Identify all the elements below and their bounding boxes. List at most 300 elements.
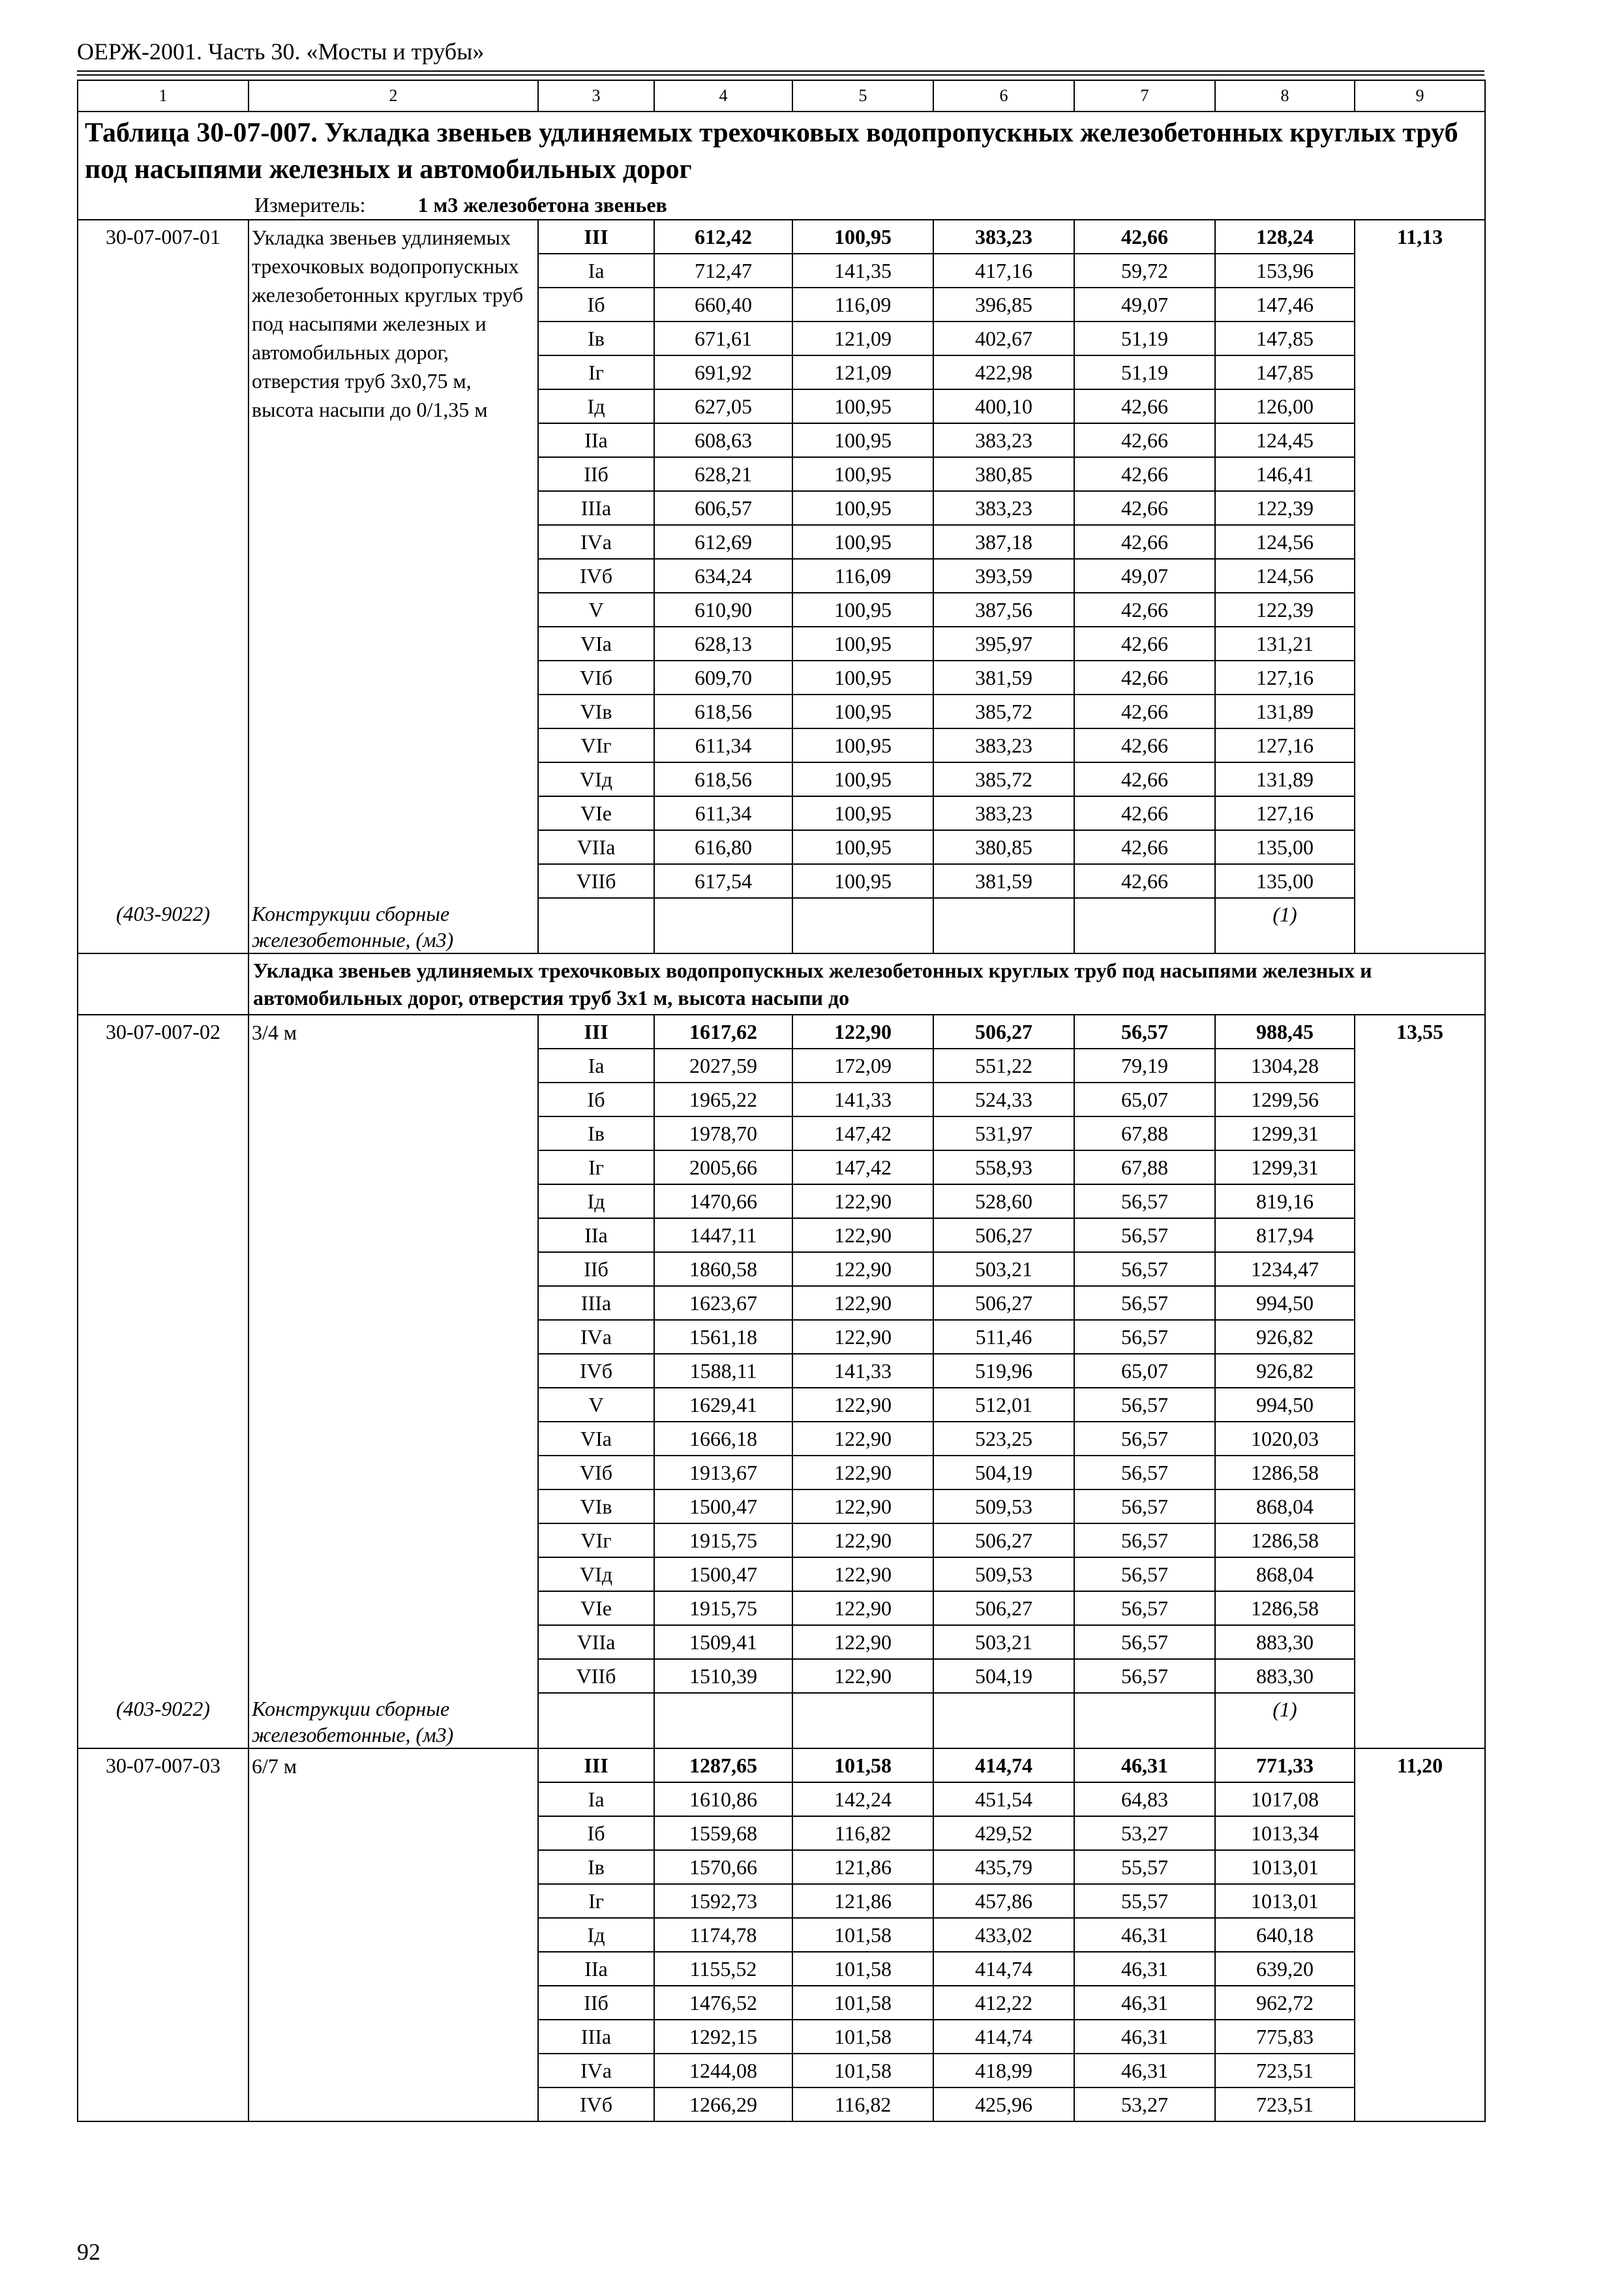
rate-value: 56,57: [1074, 1625, 1215, 1659]
rate-value: 1286,58: [1215, 1591, 1355, 1625]
rate-value: 1286,58: [1215, 1523, 1355, 1557]
rate-value: 100,95: [792, 661, 933, 695]
rate-value: 422,98: [933, 355, 1074, 389]
rate-value: 135,00: [1215, 830, 1355, 864]
rate-value: 42,66: [1074, 796, 1215, 830]
region-code: III: [538, 1748, 654, 1782]
rate-value: 56,57: [1074, 1422, 1215, 1456]
rate-value: 100,95: [792, 728, 933, 762]
rate-value: 116,09: [792, 288, 933, 322]
rate-value: 147,42: [792, 1150, 933, 1184]
rate-value: 100,95: [792, 695, 933, 728]
rate-value: 42,66: [1074, 695, 1215, 728]
rate-value: 100,95: [792, 389, 933, 423]
region-code: VIа: [538, 1422, 654, 1456]
rate-value: 56,57: [1074, 1489, 1215, 1523]
region-code: IVб: [538, 1354, 654, 1388]
rate-value: 42,66: [1074, 593, 1215, 627]
rate-value: 122,90: [792, 1422, 933, 1456]
rate-value: 868,04: [1215, 1489, 1355, 1523]
rate-value: 435,79: [933, 1850, 1074, 1884]
rate-value: 610,90: [654, 593, 792, 627]
rate-value: 1266,29: [654, 2087, 792, 2121]
measure-cell: [78, 190, 1485, 220]
region-code: Iв: [538, 322, 654, 355]
region-code: Iд: [538, 1184, 654, 1218]
rate-value: 618,56: [654, 762, 792, 796]
rate-value: 1447,11: [654, 1218, 792, 1252]
rate-value: 393,59: [933, 559, 1074, 593]
region-code: IIа: [538, 1218, 654, 1252]
rate-value: 1286,58: [1215, 1456, 1355, 1489]
rate-value: 122,90: [792, 1286, 933, 1320]
rate-value: 53,27: [1074, 1816, 1215, 1850]
rate-value: 994,50: [1215, 1286, 1355, 1320]
region-code: III: [538, 1015, 654, 1049]
rate-value: 1500,47: [654, 1557, 792, 1591]
rate-value: 1013,34: [1215, 1816, 1355, 1850]
rate-value: 100,95: [792, 864, 933, 898]
rate-value: 524,33: [933, 1083, 1074, 1116]
empty-cell: [654, 1693, 792, 1748]
rate-value: 611,34: [654, 728, 792, 762]
rate-value: 55,57: [1074, 1850, 1215, 1884]
rate-value: 147,42: [792, 1116, 933, 1150]
rate-value: 56,57: [1074, 1523, 1215, 1557]
region-code: VIг: [538, 1523, 654, 1557]
rate-value: 100,95: [792, 525, 933, 559]
rate-value: 42,66: [1074, 864, 1215, 898]
rate-value: 627,05: [654, 389, 792, 423]
rate-value: 1860,58: [654, 1252, 792, 1286]
rate-value: 121,86: [792, 1850, 933, 1884]
region-code: VIд: [538, 1557, 654, 1591]
rate-value: 531,97: [933, 1116, 1074, 1150]
rate-value: 506,27: [933, 1591, 1074, 1625]
rate-value: 122,90: [792, 1252, 933, 1286]
rate-value: 1299,31: [1215, 1150, 1355, 1184]
region-code: VIв: [538, 695, 654, 728]
rate-value: 101,58: [792, 1918, 933, 1952]
region-code: VIIб: [538, 864, 654, 898]
rate-value: 127,16: [1215, 796, 1355, 830]
rate-value: 56,57: [1074, 1015, 1215, 1049]
region-code: Iб: [538, 288, 654, 322]
region-code: VIе: [538, 796, 654, 830]
region-code: VIб: [538, 1456, 654, 1489]
rate-value: 418,99: [933, 2054, 1074, 2087]
rate-value: 116,82: [792, 1816, 933, 1850]
rate-value: 122,90: [792, 1456, 933, 1489]
rate-value: 383,23: [933, 491, 1074, 525]
rate-value: 142,24: [792, 1782, 933, 1816]
rate-value: 121,09: [792, 355, 933, 389]
rate-value: 2005,66: [654, 1150, 792, 1184]
rate-value: 1234,47: [1215, 1252, 1355, 1286]
rate-value: 380,85: [933, 830, 1074, 864]
rate-value: 53,27: [1074, 2087, 1215, 2121]
region-code: IIа: [538, 1952, 654, 1986]
rate-value: 122,90: [792, 1523, 933, 1557]
rate-value: 122,90: [792, 1489, 933, 1523]
rate-value: 122,90: [792, 1591, 933, 1625]
rate-value: 504,19: [933, 1659, 1074, 1693]
rate-value: 381,59: [933, 661, 1074, 695]
rate-value: 56,57: [1074, 1388, 1215, 1422]
rate-description: Укладка звеньев удлиняемых трехочковых водопропускных железобетонных круглых труб под насыпями железных и автомобильных дорог, отверстия труб 3x0,75 м, высота насыпи до 0/1,35 м: [248, 220, 538, 898]
empty-cell: [933, 1693, 1074, 1748]
rate-value: 2027,59: [654, 1049, 792, 1083]
rate-value: 433,02: [933, 1918, 1074, 1952]
region-code: III: [538, 220, 654, 254]
region-code: Iв: [538, 1116, 654, 1150]
rate-value: 558,93: [933, 1150, 1074, 1184]
rate-value: 131,89: [1215, 695, 1355, 728]
region-code: Iа: [538, 254, 654, 288]
rate-value: 451,54: [933, 1782, 1074, 1816]
region-code: VIв: [538, 1489, 654, 1523]
rate-value: 395,97: [933, 627, 1074, 661]
measure-unit: 1 м3 железобетона звеньев: [417, 193, 667, 217]
rate-value: 512,01: [933, 1388, 1074, 1422]
rate-value: 396,85: [933, 288, 1074, 322]
rate-value: 56,57: [1074, 1320, 1215, 1354]
rate-value: 122,39: [1215, 593, 1355, 627]
empty-cell: [654, 898, 792, 953]
rate-value: 387,56: [933, 593, 1074, 627]
region-code: VIб: [538, 661, 654, 695]
region-code: VIIа: [538, 830, 654, 864]
empty-cell: [1074, 1693, 1215, 1748]
rate-value: 1561,18: [654, 1320, 792, 1354]
column9-value: 11,20: [1355, 1748, 1485, 2121]
rate-value: 1610,86: [654, 1782, 792, 1816]
rate-value: 46,31: [1074, 1952, 1215, 1986]
region-code: IIб: [538, 1252, 654, 1286]
rate-value: 414,74: [933, 2020, 1074, 2054]
rate-value: 962,72: [1215, 1986, 1355, 2020]
rate-value: 56,57: [1074, 1252, 1215, 1286]
region-code: Iб: [538, 1083, 654, 1116]
rate-value: 1978,70: [654, 1116, 792, 1150]
region-code: VIд: [538, 762, 654, 796]
rate-value: 42,66: [1074, 830, 1215, 864]
region-code: IIIа: [538, 1286, 654, 1320]
rate-value: 122,90: [792, 1625, 933, 1659]
region-code: IVа: [538, 525, 654, 559]
region-code: Iг: [538, 1884, 654, 1918]
rate-value: 1588,11: [654, 1354, 792, 1388]
rate-value: 65,07: [1074, 1083, 1215, 1116]
rate-value: 425,96: [933, 2087, 1074, 2121]
rate-value: 1299,56: [1215, 1083, 1355, 1116]
rate-value: 122,39: [1215, 491, 1355, 525]
rate-value: 122,90: [792, 1659, 933, 1693]
rate-value: 1013,01: [1215, 1884, 1355, 1918]
rate-value: 131,89: [1215, 762, 1355, 796]
region-code: VIIа: [538, 1625, 654, 1659]
column-number: 3: [538, 80, 654, 112]
rate-value: 775,83: [1215, 2020, 1355, 2054]
region-code: VIе: [538, 1591, 654, 1625]
rate-value: 126,00: [1215, 389, 1355, 423]
rate-code: 30-07-007-02: [78, 1015, 248, 1693]
region-code: IVб: [538, 559, 654, 593]
rate-value: 56,57: [1074, 1456, 1215, 1489]
rate-value: 100,95: [792, 457, 933, 491]
rate-value: 417,16: [933, 254, 1074, 288]
footer-value: (1): [1215, 1693, 1355, 1748]
rate-value: 1500,47: [654, 1489, 792, 1523]
rate-value: 147,85: [1215, 355, 1355, 389]
region-code: Iд: [538, 389, 654, 423]
rate-value: 131,21: [1215, 627, 1355, 661]
rate-value: 1592,73: [654, 1884, 792, 1918]
empty-cell: [933, 898, 1074, 953]
rate-value: 122,90: [792, 1320, 933, 1354]
rate-value: 116,09: [792, 559, 933, 593]
rate-value: 868,04: [1215, 1557, 1355, 1591]
rate-value: 100,95: [792, 491, 933, 525]
rate-value: 387,18: [933, 525, 1074, 559]
rate-value: 506,27: [933, 1523, 1074, 1557]
column-number: 6: [933, 80, 1074, 112]
region-code: VIг: [538, 728, 654, 762]
region-code: Iа: [538, 1049, 654, 1083]
region-code: V: [538, 593, 654, 627]
rate-value: 383,23: [933, 728, 1074, 762]
page-header: ОЕРЖ-2001. Часть 30. «Мосты и трубы»: [77, 38, 485, 65]
rate-value: 414,74: [933, 1748, 1074, 1782]
rate-value: 640,18: [1215, 1918, 1355, 1952]
region-code: IVа: [538, 1320, 654, 1354]
region-code: IVа: [538, 2054, 654, 2087]
table-title-row: [78, 112, 1485, 190]
rate-value: 122,90: [792, 1388, 933, 1422]
rate-value: 551,22: [933, 1049, 1074, 1083]
rate-code: 30-07-007-03: [78, 1748, 248, 2121]
footer-row: [78, 898, 1485, 953]
rate-value: 503,21: [933, 1252, 1074, 1286]
rate-value: 660,40: [654, 288, 792, 322]
empty-cell: [792, 1693, 933, 1748]
rate-value: 883,30: [1215, 1625, 1355, 1659]
rate-code: 30-07-007-01: [78, 220, 248, 898]
rate-value: 56,57: [1074, 1218, 1215, 1252]
rate-value: 141,35: [792, 254, 933, 288]
region-code: IVб: [538, 2087, 654, 2121]
rate-value: 1020,03: [1215, 1422, 1355, 1456]
rate-value: 100,95: [792, 627, 933, 661]
rate-value: 1617,62: [654, 1015, 792, 1049]
rate-value: 523,25: [933, 1422, 1074, 1456]
region-code: V: [538, 1388, 654, 1422]
rate-value: 101,58: [792, 1748, 933, 1782]
rate-value: 65,07: [1074, 1354, 1215, 1388]
rate-value: 51,19: [1074, 355, 1215, 389]
rate-value: 457,86: [933, 1884, 1074, 1918]
rate-value: 147,46: [1215, 288, 1355, 322]
empty-cell: [538, 1693, 654, 1748]
rate-value: 101,58: [792, 2054, 933, 2087]
rate-value: 135,00: [1215, 864, 1355, 898]
rate-value: 100,95: [792, 220, 933, 254]
rate-value: 122,90: [792, 1015, 933, 1049]
table-row: [78, 1748, 1485, 1782]
rate-value: 1913,67: [654, 1456, 792, 1489]
rate-value: 1915,75: [654, 1591, 792, 1625]
rate-value: 771,33: [1215, 1748, 1355, 1782]
footer-label: Конструкции сборные железобетонные, (м3): [248, 898, 538, 953]
column-number-row: [78, 80, 1485, 112]
rate-value: 100,95: [792, 762, 933, 796]
header-rule-top: [77, 70, 1484, 72]
footer-row: [78, 1693, 1485, 1748]
rate-value: 56,57: [1074, 1286, 1215, 1320]
empty-cell: [538, 898, 654, 953]
column-number: 2: [248, 80, 538, 112]
rate-value: 59,72: [1074, 254, 1215, 288]
rate-value: 611,34: [654, 796, 792, 830]
rate-value: 153,96: [1215, 254, 1355, 288]
region-code: VIа: [538, 627, 654, 661]
rate-value: 383,23: [933, 423, 1074, 457]
rate-value: 1510,39: [654, 1659, 792, 1693]
rate-value: 122,90: [792, 1557, 933, 1591]
footer-label: Конструкции сборные железобетонные, (м3): [248, 1693, 538, 1748]
rate-value: 988,45: [1215, 1015, 1355, 1049]
rate-value: 1244,08: [654, 2054, 792, 2087]
rate-value: 56,57: [1074, 1659, 1215, 1693]
rate-value: 639,20: [1215, 1952, 1355, 1986]
rate-value: 42,66: [1074, 627, 1215, 661]
table-row: [78, 1015, 1485, 1049]
rate-value: 116,82: [792, 2087, 933, 2121]
rate-value: 146,41: [1215, 457, 1355, 491]
rate-value: 127,16: [1215, 661, 1355, 695]
rate-value: 64,83: [1074, 1782, 1215, 1816]
rate-value: 616,80: [654, 830, 792, 864]
header-rule-bottom: [77, 74, 1484, 76]
rate-value: 1287,65: [654, 1748, 792, 1782]
rate-value: 147,85: [1215, 322, 1355, 355]
rate-value: 79,19: [1074, 1049, 1215, 1083]
rate-value: 383,23: [933, 220, 1074, 254]
rate-value: 1304,28: [1215, 1049, 1355, 1083]
column-number: 8: [1215, 80, 1355, 112]
rate-value: 42,66: [1074, 525, 1215, 559]
rate-value: 402,67: [933, 322, 1074, 355]
rate-value: 128,24: [1215, 220, 1355, 254]
rate-value: 503,21: [933, 1625, 1074, 1659]
page-number: 92: [77, 2239, 100, 2265]
rate-value: 511,46: [933, 1320, 1074, 1354]
rate-value: 46,31: [1074, 1918, 1215, 1952]
rate-value: 42,66: [1074, 661, 1215, 695]
rate-value: 617,54: [654, 864, 792, 898]
region-code: Iб: [538, 1816, 654, 1850]
rate-value: 1559,68: [654, 1816, 792, 1850]
rate-value: 46,31: [1074, 1986, 1215, 2020]
rate-value: 671,61: [654, 322, 792, 355]
rate-value: 121,09: [792, 322, 933, 355]
table-title: Таблица 30-07-007. Укладка звеньев удлиняемых трехочковых водопропускных железобетонных круглых труб под насыпями железных и автомобильных дорог: [78, 112, 1485, 190]
column-number: 4: [654, 80, 792, 112]
rate-value: 101,58: [792, 2020, 933, 2054]
rate-value: 1470,66: [654, 1184, 792, 1218]
rate-value: 56,57: [1074, 1591, 1215, 1625]
rate-value: 127,16: [1215, 728, 1355, 762]
rate-value: 172,09: [792, 1049, 933, 1083]
rate-value: 100,95: [792, 423, 933, 457]
region-code: IIIа: [538, 491, 654, 525]
rate-value: 101,58: [792, 1952, 933, 1986]
rate-value: 994,50: [1215, 1388, 1355, 1422]
rate-value: 42,66: [1074, 491, 1215, 525]
rate-value: 42,66: [1074, 220, 1215, 254]
region-code: IIб: [538, 1986, 654, 2020]
rate-value: 926,82: [1215, 1320, 1355, 1354]
region-code: Iв: [538, 1850, 654, 1884]
section-subtitle-row: [78, 953, 1485, 1015]
column-number: 1: [78, 80, 248, 112]
rate-value: 55,57: [1074, 1884, 1215, 1918]
rate-value: 926,82: [1215, 1354, 1355, 1388]
rate-value: 49,07: [1074, 559, 1215, 593]
rate-value: 1155,52: [654, 1952, 792, 1986]
rate-value: 609,70: [654, 661, 792, 695]
rate-value: 380,85: [933, 457, 1074, 491]
rate-value: 412,22: [933, 1986, 1074, 2020]
empty-cell: [792, 898, 933, 953]
rate-value: 1623,67: [654, 1286, 792, 1320]
rate-value: 628,21: [654, 457, 792, 491]
rate-value: 819,16: [1215, 1184, 1355, 1218]
region-code: IIб: [538, 457, 654, 491]
rate-value: 1299,31: [1215, 1116, 1355, 1150]
rate-value: 100,95: [792, 830, 933, 864]
rate-value: 124,56: [1215, 525, 1355, 559]
rate-value: 141,33: [792, 1083, 933, 1116]
section-subtitle: Укладка звеньев удлиняемых трехочковых водопропускных железобетонных круглых труб под насыпями железных и автомобильных дорог, отверстия труб 3x1 м, высота насыпи до: [248, 953, 1485, 1015]
rate-value: 1013,01: [1215, 1850, 1355, 1884]
rate-value: 67,88: [1074, 1116, 1215, 1150]
rate-value: 101,58: [792, 1986, 933, 2020]
rate-value: 634,24: [654, 559, 792, 593]
rate-value: 608,63: [654, 423, 792, 457]
rate-value: 1965,22: [654, 1083, 792, 1116]
rate-value: 519,96: [933, 1354, 1074, 1388]
rate-value: 1915,75: [654, 1523, 792, 1557]
rate-value: 506,27: [933, 1218, 1074, 1252]
rate-value: 723,51: [1215, 2054, 1355, 2087]
region-code: Iа: [538, 1782, 654, 1816]
column-number: 9: [1355, 80, 1485, 112]
rate-value: 1017,08: [1215, 1782, 1355, 1816]
footer-code: (403-9022): [78, 1693, 248, 1748]
region-code: Iд: [538, 1918, 654, 1952]
footer-value: (1): [1215, 898, 1355, 953]
rate-value: 42,66: [1074, 762, 1215, 796]
region-code: Iг: [538, 355, 654, 389]
column9-value: 11,13: [1355, 220, 1485, 953]
rate-value: 51,19: [1074, 322, 1215, 355]
column-number: 5: [792, 80, 933, 112]
rate-value: 612,42: [654, 220, 792, 254]
rate-value: 42,66: [1074, 423, 1215, 457]
rate-value: 385,72: [933, 695, 1074, 728]
rate-value: 100,95: [792, 593, 933, 627]
